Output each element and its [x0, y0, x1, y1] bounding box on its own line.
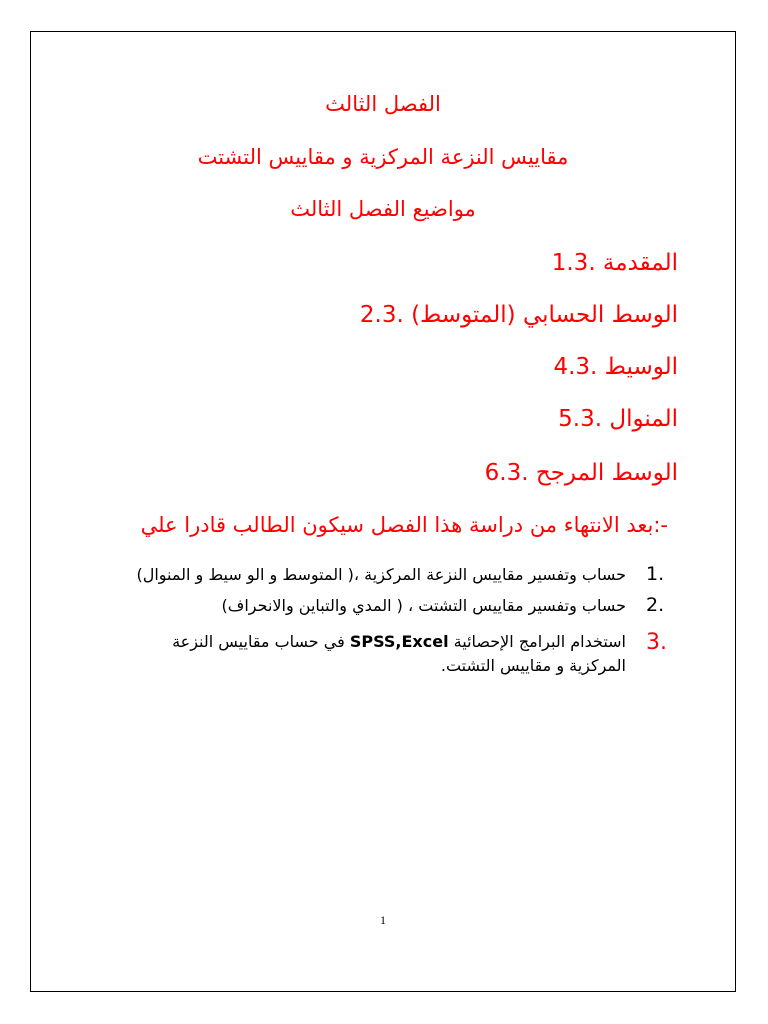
outcome-text: حساب وتفسير مقاييس النزعة المركزية ،( المتوسط و الو سيط و المنوال)	[136, 565, 626, 584]
topic-item: المنوال .5.3	[558, 406, 678, 432]
outcome-text: حساب وتفسير مقاييس التشتت ، ( المدي والتباين والانحراف)	[221, 596, 626, 615]
topic-item: الوسيط .4.3	[553, 354, 678, 380]
outcome-item	[98, 563, 678, 587]
outcome-item	[118, 630, 678, 678]
topic-item: الوسط المرجح .6.3	[484, 460, 678, 486]
software-names: SPSS,Excel	[349, 632, 449, 651]
outcome-text-after: في حساب مقاييس النزعة المركزية و مقاييس التشتت.	[172, 632, 626, 675]
topic-item: المقدمة .1.3	[551, 250, 678, 276]
page-border	[30, 31, 736, 992]
outcome-item	[98, 594, 678, 618]
topics-title: مواضيع الفصل الثالث	[290, 197, 476, 221]
outcome-number: 2.	[646, 594, 665, 616]
outcome-number: 1.	[646, 563, 665, 585]
chapter-subtitle: مقاييس النزعة المركزية و مقاييس التشتت	[197, 145, 569, 169]
topic-item: الوسط الحسابي (المتوسط) .2.3	[359, 302, 678, 328]
outcome-text-before: استخدام البرامج الإحصائية	[453, 632, 626, 651]
outcomes-heading: -:بعد الانتهاء من دراسة هذا الفصل سيكون الطالب قادرا علي	[140, 513, 668, 537]
page-number: 1	[380, 913, 386, 927]
outcome-number: 3.	[646, 630, 667, 655]
outcome-text	[118, 630, 626, 678]
chapter-title: الفصل الثالث	[325, 92, 441, 116]
